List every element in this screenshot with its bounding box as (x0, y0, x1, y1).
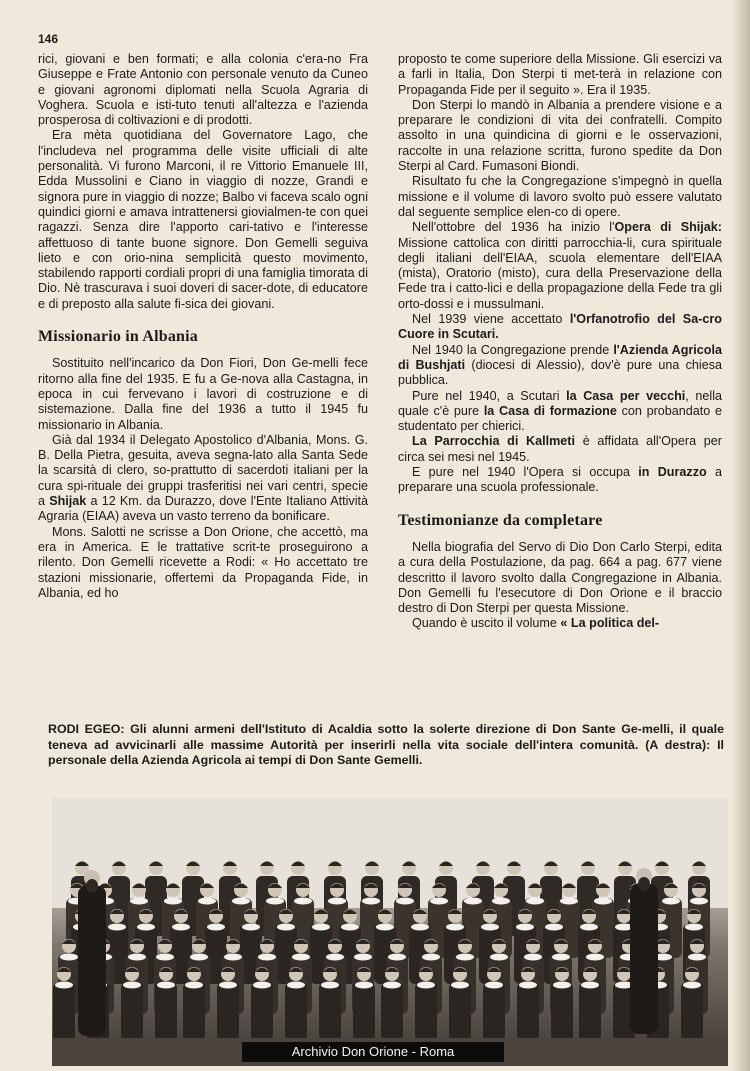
person-collar (190, 954, 208, 961)
text-run: Quando è uscito il volume (412, 616, 561, 631)
bold-text: l'Orfanotrofio del Sa-cro Cuore in Scutari. (398, 312, 722, 342)
person-collar (55, 982, 73, 989)
person-collar (417, 982, 435, 989)
bold-text: l'Azienda Agricola di Bushjati (398, 342, 723, 372)
person-collar (580, 924, 598, 931)
person-collar (362, 898, 380, 905)
person-collar (411, 924, 429, 931)
text-run: Pure nel 1940, a Scutari (412, 388, 567, 403)
person-collar (690, 898, 708, 905)
text-run: Missione cattolica con diritti parrocchia-li, cura spirituale degli italiani dell'EIAA, scuola elementare dell'EIAA (mista), Oratorio (misto), cura della Preservazione della Fede tra i catto-lici e della propagazione della Fede tra gli orto-dossi e i mussulmani. (398, 235, 722, 311)
person-collar (354, 954, 372, 961)
person-body (121, 982, 143, 1042)
text-run: con probandato e studentato per chierici. (398, 403, 722, 434)
bold-text: Shijak (49, 494, 87, 509)
group-photo (52, 798, 728, 1066)
person-collar (341, 924, 359, 931)
person-collar (524, 954, 542, 961)
person-collar (396, 898, 414, 905)
person-collar (581, 982, 599, 989)
person-collar (232, 898, 250, 905)
paragraph: Sostituito nell'incarico da Don Fiori, Don Ge-melli fece ritorno alla fine del 1935. E fu a Ge-nova alla Castagna, in epoca in cui fervevano i lavori di costruzione e di sistemazione. Dalla fine del 1936 a tutto il 1945 fu missionario in Albania. (38, 356, 368, 432)
text-run: Nel 1940 la Congregazione prende (412, 342, 614, 357)
person-collar (326, 954, 344, 961)
section-heading-testimonianze: Testimonianze da completare (398, 511, 603, 529)
person-collar (224, 954, 242, 961)
person-collar (485, 982, 503, 989)
paragraph (38, 433, 368, 525)
person-collar (219, 982, 237, 989)
person-collar (157, 982, 175, 989)
right-column (398, 52, 722, 632)
person-body (285, 982, 307, 1042)
priest-beard (86, 879, 98, 893)
paragraph (398, 343, 722, 389)
person-collar (292, 954, 310, 961)
page-edge-shadow (732, 0, 750, 1071)
person-body (319, 982, 341, 1042)
person-body (381, 982, 403, 1042)
paragraph (398, 434, 722, 465)
paragraph: Mons. Salotti ne scrisse a Don Orione, che accettò, ma era in America. E le trattative scrit-te proseguirono a rilento. Don Gemelli ricevette a Rodi: « Ho accettato tre stazioni missionarie, offertemi da Propaganda Fide, in Albania, ed ho (38, 524, 368, 600)
person-collar (492, 898, 510, 905)
person-collar (446, 924, 464, 931)
person-collar (328, 898, 346, 905)
person-collar (355, 982, 373, 989)
person-body (551, 982, 573, 1042)
person-collar (258, 954, 276, 961)
person-body (483, 982, 505, 1042)
person-collar (253, 982, 271, 989)
text-run: Nell'ottobre del 1936 ha inizio l' (412, 220, 615, 235)
priest-beard (638, 877, 650, 891)
person-collar (321, 982, 339, 989)
person-collar (526, 898, 544, 905)
paragraph (398, 465, 722, 496)
text-run: a preparare una scuola professionale. (398, 465, 722, 495)
person-collar (688, 954, 706, 961)
person-collar (156, 954, 174, 961)
person-body (517, 982, 539, 1042)
bold-text: Opera di Shijak: (614, 220, 722, 235)
text-run: Nel 1939 viene accettato (412, 312, 570, 327)
paragraph (398, 312, 722, 343)
left-column (38, 52, 368, 601)
bold-text: in Durazzo (638, 465, 707, 480)
person-collar (108, 924, 126, 931)
paragraph (398, 220, 722, 312)
paragraph: proposto te come superiore della Missione. Gli esercizi va a farli in Italia, Don Sterpi ti met-terà in relazione con Propaganda Fide per il seguito ». Era il 1935. (398, 52, 722, 97)
person-collar (464, 898, 482, 905)
person-collar (294, 898, 312, 905)
person-body (681, 982, 703, 1042)
person-collar (586, 954, 604, 961)
person-body (53, 982, 75, 1042)
text-run: è affidata all'Opera per circa sei mesi nel 1945. (398, 434, 723, 464)
page-number: 146 (38, 32, 59, 46)
group-photo-drawing (52, 798, 728, 1066)
person-collar (545, 924, 563, 931)
person-body (251, 982, 273, 1042)
archive-watermark: Archivio Don Orione - Roma (242, 1042, 504, 1062)
person-body (579, 982, 601, 1042)
paragraph: Era mèta quotidiana del Governatore Lago, che l'includeva nel programma delle visite ufficiali di alte personalità. Vi furono Marconi, il re Vittorio Emanuele III, Edda Mussolini e Ciano in viaggio di nozze, Grandi e signora pure in viaggio di nozze; Balbo vi faceva scalo ogni quindici giorni e amava intrattenersi giovialmen-te con quei ragazzi. Senza dire l'apporto cari-tativo e l'interesse affettuoso di tante buone signore. Don Gemelli seguiva lieto e con orio-nina semplicità questo movimento, stabilendo rapporti cordiali propri di una famiglia timorata di Dio. Nè trascurava i suoi doveri di sacer-dote, di educatore e di preposto alla salute fi-sica dei giovani. (38, 128, 368, 311)
paragraph: Nella biografia del Servo di Dio Don Carlo Sterpi, edita a cura della Postulazione, da pag. 664 a pag. 677 viene descritto il lavoro svolto dalla Congregazione in Albania. Don Gemelli fu l'esecutore di Don Orione e il braccio destro di Don Sterpi per questa Missione. (398, 539, 722, 616)
person-collar (662, 898, 680, 905)
person-collar (552, 954, 570, 961)
person-collar (481, 924, 499, 931)
bold-text: la Casa di formazione (483, 403, 617, 418)
person-body (217, 982, 239, 1042)
person-collar (130, 898, 148, 905)
person-collar (683, 982, 701, 989)
person-collar (242, 924, 260, 931)
text-run: Già dal 1934 il Delegato Apostolico d'Albania, Mons. G. B. Della Pietra, gesuita, aveva segna-lato alla Santa Sede la scarsità di clero, so-prattutto di sacerdoti italiani per la cura spi-rituale dei gruppi trasferitisi nei vari centri, specie a (38, 432, 368, 509)
person-collar (164, 898, 182, 905)
person-collar (553, 982, 571, 989)
person-collar (376, 924, 394, 931)
person-collar (383, 982, 401, 989)
person-collar (266, 898, 284, 905)
person-collar (516, 924, 534, 931)
person-body (183, 982, 205, 1042)
person-collar (519, 982, 537, 989)
bold-text: « La politica del- (560, 616, 660, 631)
person-body (353, 982, 375, 1042)
person-collar (172, 924, 190, 931)
person-collar (185, 982, 203, 989)
paragraph: rici, giovani e ben formati; e alla colonia c'era-no Fra Giuseppe e Frate Antonio con personale venuto da Cuneo e giovani agronomi diplomati nella Scuola Agraria di Voghera. Scuola e isti-tuto tenuti all'altezza e l'azienda prosperosa di coltivazioni e di prodotti. (38, 52, 368, 128)
person-collar (137, 924, 155, 931)
person-collar (685, 924, 703, 931)
section-heading-albania: Missionario in Albania (38, 328, 198, 346)
person-collar (430, 898, 448, 905)
priest-cassock (630, 884, 658, 1034)
paragraph (398, 389, 722, 435)
text-run: , nella quale c'è pure (398, 388, 722, 418)
person-collar (594, 898, 612, 905)
photo-caption: RODI EGEO: Gli alunni armeni dell'Istituto di Acaldia sotto la solerte direzione di Don Sante Ge-melli, il quale teneva ad avvicinarli alle massime Autorità per inserirli nella vita sociale dell'intera comunità. (A destra): Il personale della Azienda Agricola ai tempi di Don Sante Gemelli. (48, 722, 724, 768)
text-run: (diocesi di Alessio), dov'è pure una chiesa pubblica. (398, 357, 722, 388)
paragraph: Risultato fu che la Congregazione s'impegnò in quella missione e il volume di lavoro svolto può essere valutato dal seguente semplice elen-co di opere. (398, 174, 722, 219)
person-collar (422, 954, 440, 961)
person-collar (128, 954, 146, 961)
person-collar (490, 954, 508, 961)
bold-text: la Casa per vecchi (566, 388, 686, 403)
person-body (449, 982, 471, 1042)
person-collar (388, 954, 406, 961)
text-run: a 12 Km. da Durazzo, dove l'Ente Italiano Attività Agraria (EIAA) aveva un vasto terreno da bonificare. (38, 494, 368, 524)
person-collar (456, 954, 474, 961)
person-collar (60, 954, 78, 961)
bold-text: La Parrocchia di Kallmeti (412, 434, 576, 449)
person-collar (287, 982, 305, 989)
person-body (415, 982, 437, 1042)
text-run: E pure nel 1940 l'Opera si occupa (412, 465, 639, 480)
person-collar (312, 924, 330, 931)
person-collar (207, 924, 225, 931)
person-collar (560, 898, 578, 905)
person-collar (277, 924, 295, 931)
person-collar (451, 982, 469, 989)
paragraph (398, 616, 722, 631)
person-body (155, 982, 177, 1042)
person-collar (123, 982, 141, 989)
priest-cassock (78, 886, 106, 1036)
person-collar (198, 898, 216, 905)
paragraph: Don Sterpi lo mandò in Albania a prendere visione e a preparare le condizioni di vita dei confratelli. Compito assolto in una quindicina di giorni e le osservazioni, raccolte in una relazione scritta, furono spedite da Don Sterpi al Card. Fumasoni Biondi. (398, 97, 722, 174)
